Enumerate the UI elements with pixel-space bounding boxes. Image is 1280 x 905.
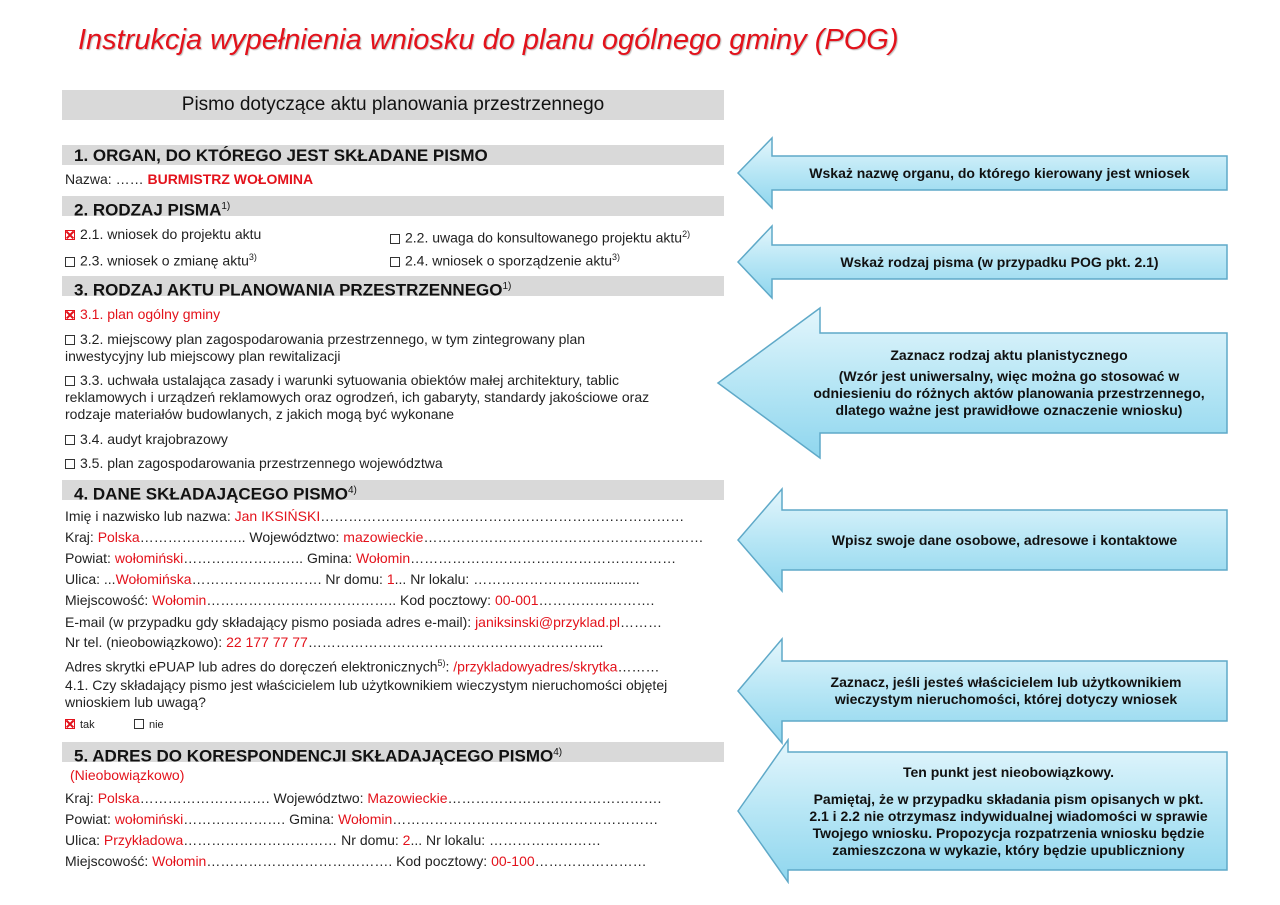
option-3-4[interactable]: 3.4. audyt krajobrazowy: [65, 431, 228, 448]
callout-personal-data: Wpisz swoje dane osobowe, adresowe i kontaktowe: [736, 487, 1230, 593]
checkbox-icon[interactable]: [65, 435, 75, 445]
organ-name-row: Nazwa: …… BURMISTRZ WOŁOMINA: [65, 171, 314, 187]
callout-act-type: Zaznacz rodzaj aktu planistycznego (Wzór jest uniwersalny, więc można go stosować w odniesieniu do różnych aktów planowania przestrzennego, dlatego ważne jest prawidłowe oznaczenie wniosku): [716, 306, 1230, 460]
option-2-2[interactable]: 2.2. uwaga do konsultowanego projektu aktu$^{2)}$: [390, 226, 690, 247]
checkbox-checked-icon[interactable]: [65, 230, 75, 240]
option-3-1[interactable]: 3.1. plan ogólny gminy: [65, 306, 220, 323]
section-2-heading: 2. RODZAJ PISMA$^{1)}$: [62, 196, 724, 216]
checkbox-icon[interactable]: [65, 335, 75, 345]
applicant-name-row: Imię i nazwisko lub nazwa: Jan IKSIŃSKI……………………………………………………………………: [65, 508, 685, 524]
ownership-question: 4.1. Czy składający pismo jest właścicielem lub użytkownikiem wieczystym nieruchomości objętej wnioskiem lub uwagą?: [65, 677, 668, 710]
checkbox-icon[interactable]: [134, 719, 144, 729]
section-4-heading: 4. DANE SKŁADAJĄCEGO PISMO$^{4)}$: [62, 480, 724, 500]
callout-correspondence: Ten punkt jest nieobowiązkowy. Pamiętaj, że w przypadku składania pism opisanych w pkt. 2.1 i 2.2 nie otrzymasz indywidualnej wiadomości w sprawie Twojego wniosku. Propozycja rozpatrzenia wniosku będzie zamieszczona w wykazie, który będzie upubliczniony: [736, 738, 1230, 884]
checkbox-checked-icon[interactable]: [65, 310, 75, 320]
correspondence-county-row: Powiat: wołomiński…………………. Gmina: Wołomin…………………………………………………: [65, 811, 659, 827]
correspondence-country-row: Kraj: Polska………………………. Województwo: Mazowieckie……………………………………….: [65, 790, 662, 806]
checkbox-checked-icon[interactable]: [65, 719, 75, 729]
checkbox-icon[interactable]: [65, 376, 75, 386]
callout-letter-type: Wskaż rodzaj pisma (w przypadku POG pkt. 2.1): [736, 224, 1230, 300]
applicant-country-row: Kraj: Polska………………….. Województwo: mazowieckie……………………………………………………: [65, 529, 704, 545]
callout-ownership: Zaznacz, jeśli jesteś właścicielem lub użytkownikiem wieczystym nieruchomości, której dotyczy wniosek: [736, 637, 1230, 745]
callout-organ: Wskaż nazwę organu, do którego kierowany jest wniosek: [736, 136, 1230, 210]
option-2-3[interactable]: 2.3. wniosek o zmianę aktu$^{3)}$: [65, 249, 257, 270]
checkbox-icon[interactable]: [65, 459, 75, 469]
correspondence-street-row: Ulica: Przykładowa…………………………… Nr domu: 2... Nr lokalu: ……………………: [65, 832, 602, 848]
section-5-heading: 5. ADRES DO KORESPONDENCJI SKŁADAJĄCEGO PISMO$^{4)}$: [62, 742, 724, 762]
ownership-yes[interactable]: tak: [65, 717, 95, 734]
applicant-name-value: Jan IKSIŃSKI: [234, 508, 321, 524]
applicant-email-row: E-mail (w przypadku gdy składający pismo posiada adres e-mail): janiksinski@przyklad.pl………: [65, 614, 662, 630]
option-2-1[interactable]: 2.1. wniosek do projektu aktu: [65, 226, 261, 243]
checkbox-icon[interactable]: [390, 234, 400, 244]
applicant-county-row: Powiat: wołomiński…………………….. Gmina: Wołomin…………………………………………………: [65, 550, 677, 566]
option-3-5[interactable]: 3.5. plan zagospodarowania przestrzennego województwa: [65, 455, 443, 472]
optional-note: (Nieobowiązkowo): [70, 767, 185, 783]
applicant-city-row: Miejscowość: Wołomin………………………………….. Kod pocztowy: 00-001…………………….: [65, 592, 655, 608]
organ-name-value: BURMISTRZ WOŁOMINA: [147, 171, 314, 187]
option-3-2[interactable]: 3.2. miejscowy plan zagospodarowania przestrzennego, w tym zintegrowany plan inwestycyjny lub miejscowy plan rewitalizacji: [65, 331, 586, 364]
applicant-epuap-row: Adres skrytki ePUAP lub adres do doręczeń elektronicznych$^{5)}$: /przykladowyadres/skrytka………: [65, 658, 660, 675]
applicant-phone-row: Nr tel. (nieobowiązkowo): 22 177 77 77……………………………………………………....: [65, 634, 604, 650]
section-3-heading: 3. RODZAJ AKTU PLANOWANIA PRZESTRZENNEGO$^{1)}$: [62, 276, 724, 296]
page-title: Instrukcja wypełnienia wniosku do planu ogólnego gminy (POG): [78, 24, 899, 56]
correspondence-city-row: Miejscowość: Wołomin…………………………………. Kod pocztowy: 00-100……………………: [65, 853, 647, 869]
option-2-4[interactable]: 2.4. wniosek o sporządzenie aktu$^{3)}$: [390, 249, 620, 270]
checkbox-icon[interactable]: [390, 257, 400, 267]
section-1-heading: 1. ORGAN, DO KTÓREGO JEST SKŁADANE PISMO: [62, 145, 724, 165]
form-header: Pismo dotyczące aktu planowania przestrzennego: [62, 90, 724, 120]
applicant-street-row: Ulica: ...Wołomińska………………………. Nr domu: 1... Nr lokalu: ……………………..............: [65, 571, 640, 587]
option-3-3[interactable]: 3.3. uchwała ustalająca zasady i warunki sytuowania obiektów małej architektury, tablic reklamowych i urządzeń reklamowych oraz ogrodzeń, ich gabaryty, standardy jakościowe oraz rodzaje materiałów budowlanych, z jakich mogą być wykonane: [65, 372, 650, 422]
ownership-no[interactable]: nie: [134, 717, 164, 734]
checkbox-icon[interactable]: [65, 257, 75, 267]
